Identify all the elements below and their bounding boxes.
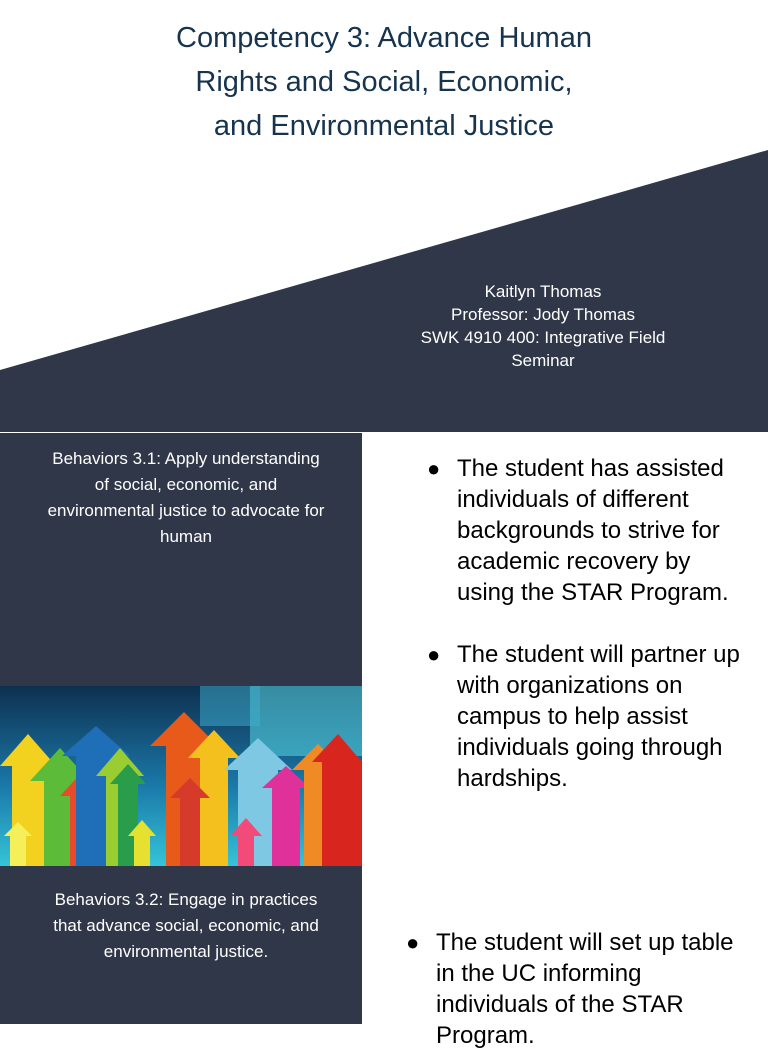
course-line-2: Seminar: [511, 351, 575, 370]
bullet-list-bottom: [406, 927, 736, 1051]
list-item-text: The student will set up table in the UC informing individuals of the STAR Program.: [436, 929, 734, 1049]
list-item-text: The student has assisted individuals of different backgrounds to strive for academic recovery by using the STAR Program.: [457, 455, 729, 606]
bullet-icon: ●: [427, 456, 441, 481]
title-line-1: Competency 3: Advance Human: [176, 22, 592, 54]
bullet-icon: ●: [406, 930, 420, 955]
list-item: [427, 639, 742, 794]
author-name: Kaitlyn Thomas: [484, 282, 602, 301]
title-line-3: and Environmental Justice: [213, 110, 555, 142]
title-line-2: Rights and Social, Economic,: [195, 66, 573, 98]
list-item-text: The student will partner up with organizations on campus to help assist individuals going through hardships.: [457, 641, 740, 792]
colorful-arrows-image: [0, 686, 362, 866]
professor-name: Professor: Jody Thomas: [451, 305, 635, 324]
list-item: [406, 927, 736, 1051]
list-item: [427, 453, 742, 608]
bullet-list-top: [427, 453, 742, 794]
course-line-1: SWK 4910 400: Integrative Field: [420, 328, 666, 347]
behavior-3-2-text: Behaviors 3.2: Engage in practices that advance social, economic, and environmental justice.: [53, 890, 319, 961]
behavior-3-1-text: Behaviors 3.1: Apply understanding of social, economic, and environmental justice to advocate for human: [47, 449, 325, 546]
author-block: [388, 280, 698, 372]
bullet-icon: ●: [427, 642, 441, 667]
